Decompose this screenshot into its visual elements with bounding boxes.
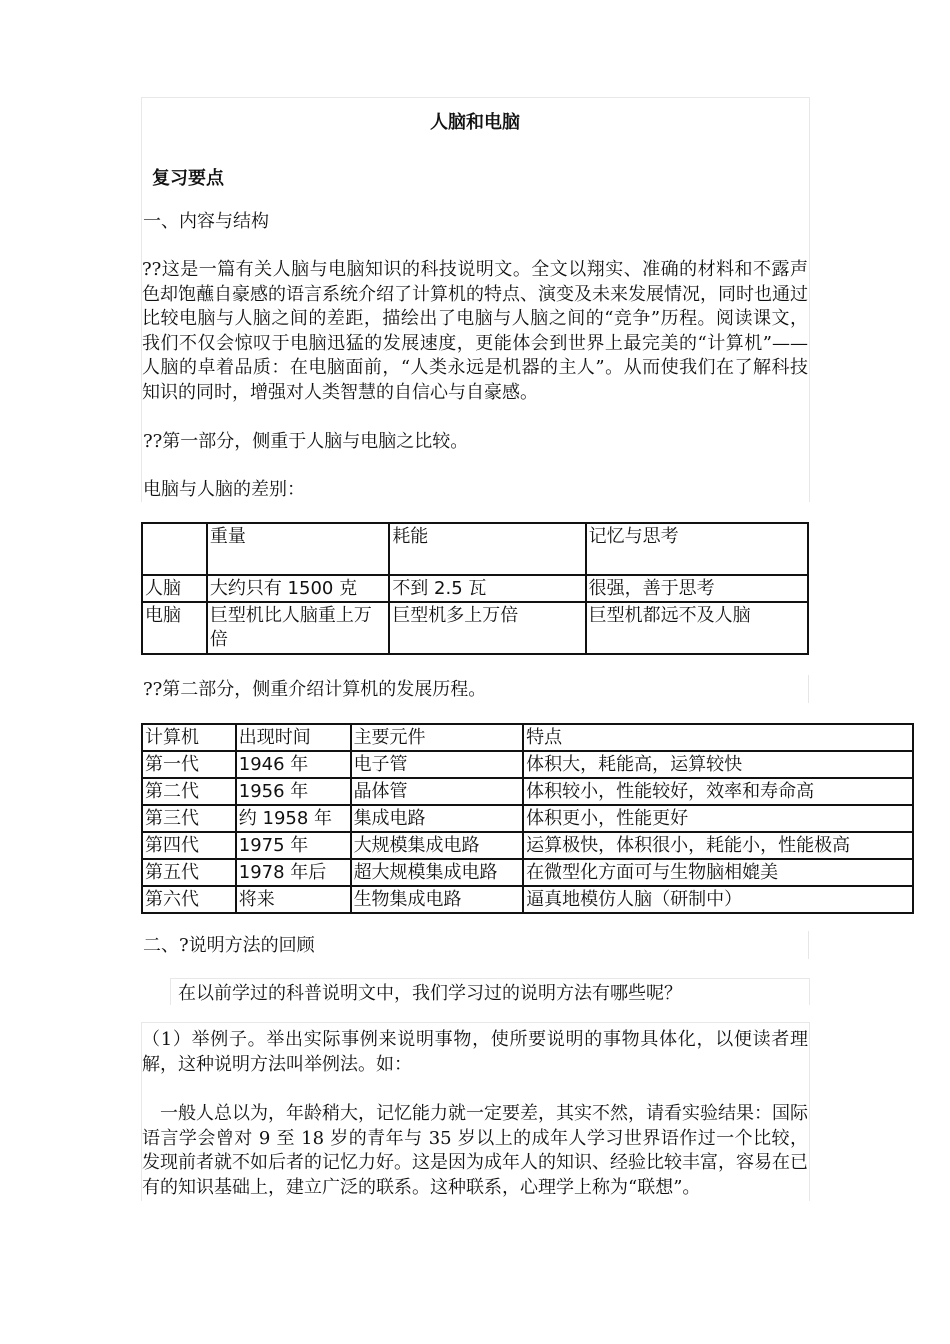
table-row [142,805,913,832]
table-cell: 第三代 [142,805,236,832]
example-definition: （1）举例子。举出实际事例来说明事物，使所要说明的事物具体化，以便读者理解，这种说明方法叫举例法。如： [142,1029,808,1075]
part2-heading: 二、?说明方法的回顾 [143,935,315,956]
table-cell: 晶体管 [351,778,524,805]
table-header-cell: 主要元件 [351,724,524,751]
table-cell: 第二代 [142,778,236,805]
content-frame-part2-heading [808,931,809,959]
table-cell: 大约只有 1500 克 [207,575,389,602]
table-header-row [142,724,913,751]
example-paragraph: 一般人总以为，年龄稍大，记忆能力就一定要差，其实不然，请看实验结果：国际语言学会曾对 9 至 18 岁的青年与 35 岁以上的成年人学习世界语作过一个比较，发现前者就不如后者的记忆力好。这是因为成年人的知识、经验比较丰富，容易在已有的知识基础上，建立广泛的联系。这种联系，心理学上称为“联想”。 [142,1103,808,1198]
table-cell: 电子管 [351,751,524,778]
table-header-cell: 耗能 [389,523,585,575]
table-header-cell: 记忆与思考 [586,523,808,575]
table-row [142,575,808,602]
table-row [142,832,913,859]
table-cell: 将来 [236,886,351,913]
table-row [142,751,913,778]
table-row [142,886,913,913]
table-cell: 很强，善于思考 [586,575,808,602]
table-cell: 体积更小，性能更好 [523,805,913,832]
page-title: 人脑和电脑 [430,112,520,133]
table-cell: 巨型机多上万倍 [389,602,585,654]
table-row [142,778,913,805]
table-cell: 1975 年 [236,832,351,859]
table-cell: 电脑 [142,602,207,654]
second-part-text: ??第二部分，侧重介绍计算机的发展历程。 [143,679,487,700]
table-cell: 第五代 [142,859,236,886]
table-header-row [142,523,808,575]
table-cell: 体积较小，性能较好，效率和寿命高 [523,778,913,805]
table-cell: 大规模集成电路 [351,832,524,859]
table-cell: 集成电路 [351,805,524,832]
difference-label: 电脑与人脑的差别： [143,479,305,500]
table-cell: 逼真地模仿人脑（研制中） [523,886,913,913]
table-header-cell: 计算机 [142,724,236,751]
table-cell: 1956 年 [236,778,351,805]
table-cell: 1946 年 [236,751,351,778]
table-cell: 巨型机都远不及人脑 [586,602,808,654]
table-cell: 人脑 [142,575,207,602]
table-cell: 约 1958 年 [236,805,351,832]
table-row [142,859,913,886]
content-frame-second-part [808,675,809,703]
table-row [142,602,808,654]
table-cell: 生物集成电路 [351,886,524,913]
table-cell: 巨型机比人脑重上万倍 [207,602,389,654]
table-header-cell [142,523,207,575]
table-header-cell: 重量 [207,523,389,575]
first-part-text: ??第一部分，侧重于人脑与电脑之比较。 [143,431,469,452]
table-cell: 第一代 [142,751,236,778]
table-cell: 不到 2.5 瓦 [389,575,585,602]
table-header-cell: 出现时间 [236,724,351,751]
computer-history-table [141,723,914,914]
table-cell: 体积大，耗能高，运算较快 [523,751,913,778]
table-cell: 超大规模集成电路 [351,859,524,886]
intro-paragraph: ??这是一篇有关人脑与电脑知识的科技说明文。全文以翔实、准确的材料和不露声色却饱蘸自豪感的语言系统介绍了计算机的特点、演变及未来发展情况，同时也通过比较电脑与人脑之间的差距，描绘出了电脑与人脑之间的“竞争”历程。阅读课文，我们不仅会惊叹于电脑迅猛的发展速度，更能体会到世界上最完美的“计算机”——人脑的卓着品质：在电脑面前，“人类永远是机器的主人”。从而使我们在了解科技知识的同时，增强对人类智慧的自信心与自豪感。 [142,259,808,403]
table-cell: 在微型化方面可与生物脑相媲美 [523,859,913,886]
methods-question: 在以前学过的科普说明文中，我们学习过的说明方法有哪些呢？ [178,983,682,1004]
section-review-heading: 复习要点 [152,168,224,189]
part1-heading: 一、内容与结构 [143,211,269,232]
table-header-cell: 特点 [523,724,913,751]
table-cell: 运算极快，体积很小，耗能小，性能极高 [523,832,913,859]
brain-computer-comparison-table [141,522,809,655]
table-cell: 1978 年后 [236,859,351,886]
table-cell: 第六代 [142,886,236,913]
table-cell: 第四代 [142,832,236,859]
